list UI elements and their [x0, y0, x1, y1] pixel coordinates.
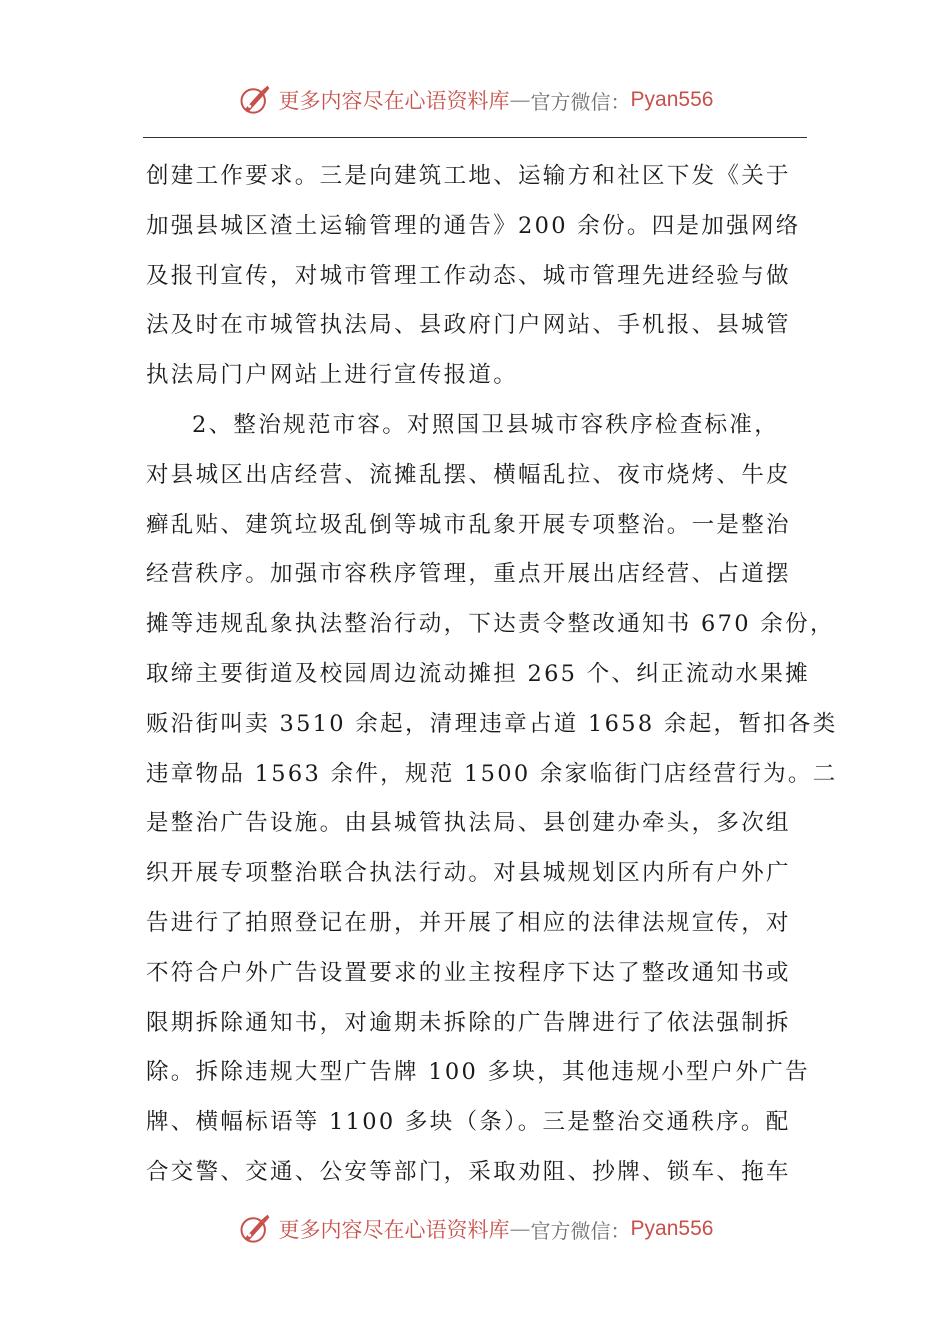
- text-line: 取缔主要街道及校园周边流动摊担 265 个、纠正流动水果摊: [146, 660, 810, 687]
- text-line: 经营秩序。加强市容秩序管理，重点开展出店经营、占道摆: [146, 561, 791, 588]
- banner-separator: —: [509, 1217, 531, 1241]
- wechat-id: Pyan556: [630, 88, 714, 111]
- text-line: 法及时在市城管执法局、县政府门户网站、手机报、县城管: [146, 312, 791, 339]
- wechat-label: 官方微信：: [530, 89, 631, 114]
- site-name: 更多内容尽在心语资料库: [278, 1218, 510, 1242]
- text-line: 织开展专项整治联合执法行动。对县城规划区内所有户外广: [146, 860, 791, 887]
- text-line: 摊等违规乱象执法整治行动，下达责令整改通知书 670 余份，: [146, 611, 835, 638]
- text-line: 牌、横幅标语等 1100 多块（条）。三是整治交通秩序。配: [146, 1109, 791, 1136]
- text-line: 癣乱贴、建筑垃圾乱倒等城市乱象开展专项整治。一是整治: [146, 511, 791, 538]
- text-line: 不符合户外广告设置要求的业主按程序下达了整改通知书或: [146, 959, 791, 986]
- document-body: [146, 152, 838, 1198]
- text-line: 贩沿街叫卖 3510 余起，清理违章占道 1658 余起，暂扣各类: [146, 710, 838, 737]
- banner-separator: —: [509, 88, 531, 112]
- section-heading-line: 2、整治规范市容。对照国卫县城市容秩序检查标准，: [192, 411, 780, 438]
- text-line: 及报刊宣传，对城市管理工作动态、城市管理先进经验与做: [146, 262, 791, 289]
- text-line: 告进行了拍照登记在册，并开展了相应的法律法规宣传，对: [146, 909, 791, 936]
- text-line: 违章物品 1563 余件，规范 1500 余家临街门店经营行为。二: [146, 760, 838, 787]
- text-line: 合交警、交通、公安等部门，采取劝阻、抄牌、锁车、拖车: [146, 1158, 791, 1185]
- text-line: 执法局门户网站上进行宣传报道。: [146, 362, 519, 389]
- wechat-id: Pyan556: [630, 1217, 714, 1240]
- pen-nib-logo-icon: [237, 82, 273, 118]
- text-line: 加强县城区渣土运输管理的通告》200 余份。四是加强网络: [146, 212, 801, 239]
- text-line: 对县城区出店经营、流摊乱摆、横幅乱拉、夜市烧烤、牛皮: [146, 461, 791, 488]
- footer-banner: [0, 1207, 950, 1251]
- text-line: 限期拆除通知书，对逾期未拆除的广告牌进行了依法强制拆: [146, 1009, 791, 1036]
- site-name: 更多内容尽在心语资料库: [278, 89, 510, 113]
- pen-nib-logo-icon: [237, 1211, 273, 1247]
- text-line: 除。拆除违规大型广告牌 100 多块，其他违规小型户外广告: [146, 1059, 810, 1086]
- wechat-label: 官方微信：: [530, 1218, 631, 1243]
- text-line: 创建工作要求。三是向建筑工地、运输方和社区下发《关于: [146, 163, 791, 189]
- header-banner: [0, 78, 950, 122]
- header-divider: [143, 137, 807, 138]
- text-line: 是整治广告设施。由县城管执法局、县创建办牵头，多次组: [146, 810, 791, 837]
